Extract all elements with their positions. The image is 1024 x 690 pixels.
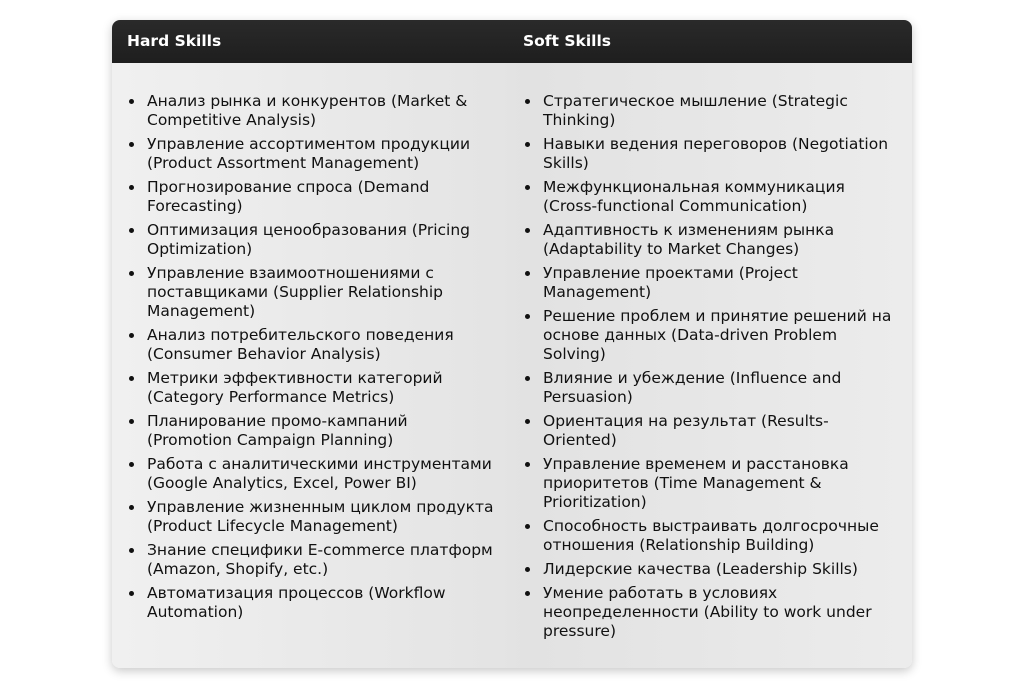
soft-skill-text: Решение проблем и принятие решений на основе данных (Data-driven Problem Solving) bbox=[543, 307, 892, 363]
hard-skill-text: Планирование промо-кампаний (Promotion Campaign Planning) bbox=[147, 412, 408, 449]
list-item bbox=[508, 135, 912, 173]
hard-skill-text: Автоматизация процессов (Workflow Automation) bbox=[147, 584, 446, 621]
list-item bbox=[508, 584, 912, 641]
list-item bbox=[112, 92, 508, 130]
list-item bbox=[112, 135, 508, 173]
list-item bbox=[508, 307, 912, 364]
table-header bbox=[112, 20, 912, 63]
hard-skill-text: Прогнозирование спроса (Demand Forecasting) bbox=[147, 178, 430, 215]
list-item bbox=[112, 584, 508, 622]
header-soft-skills: Soft Skills bbox=[523, 32, 611, 50]
hard-skills-list bbox=[112, 92, 508, 627]
soft-skills-list bbox=[508, 92, 912, 646]
list-item bbox=[508, 264, 912, 302]
hard-skill-text: Анализ рынка и конкурентов (Market & Competitive Analysis) bbox=[147, 92, 468, 129]
soft-skill-text: Управление временем и расстановка приоритетов (Time Management & Prioritization) bbox=[543, 455, 849, 511]
list-item bbox=[508, 517, 912, 555]
list-item bbox=[508, 92, 912, 130]
list-item bbox=[508, 560, 912, 579]
list-item bbox=[508, 455, 912, 512]
list-item bbox=[112, 326, 508, 364]
soft-skill-text: Влияние и убеждение (Influence and Persuasion) bbox=[543, 369, 842, 406]
hard-skill-text: Анализ потребительского поведения (Consumer Behavior Analysis) bbox=[147, 326, 454, 363]
hard-skill-text: Управление жизненным циклом продукта (Product Lifecycle Management) bbox=[147, 498, 494, 535]
list-item bbox=[112, 264, 508, 321]
list-item bbox=[112, 455, 508, 493]
list-item bbox=[508, 221, 912, 259]
hard-skill-text: Управление ассортиментом продукции (Product Assortment Management) bbox=[147, 135, 471, 172]
list-item bbox=[508, 369, 912, 407]
soft-skill-text: Способность выстраивать долгосрочные отношения (Relationship Building) bbox=[543, 517, 879, 554]
list-item bbox=[508, 178, 912, 216]
skills-table bbox=[112, 20, 912, 668]
hard-skill-text: Знание специфики E-commerce платформ (Amazon, Shopify, etc.) bbox=[147, 541, 493, 578]
soft-skill-text: Стратегическое мышление (Strategic Thinking) bbox=[543, 92, 848, 129]
list-item bbox=[112, 412, 508, 450]
list-item bbox=[112, 541, 508, 579]
soft-skill-text: Межфункциональная коммуникация (Cross-functional Communication) bbox=[543, 178, 845, 215]
hard-skill-text: Работа с аналитическими инструментами (Google Analytics, Excel, Power BI) bbox=[147, 455, 492, 492]
soft-skill-text: Адаптивность к изменениям рынка (Adaptability to Market Changes) bbox=[543, 221, 835, 258]
list-item bbox=[508, 412, 912, 450]
soft-skill-text: Управление проектами (Project Management) bbox=[543, 264, 798, 301]
list-item bbox=[112, 369, 508, 407]
header-hard-skills: Hard Skills bbox=[127, 32, 222, 50]
list-item bbox=[112, 221, 508, 259]
soft-skill-text: Лидерские качества (Leadership Skills) bbox=[543, 560, 858, 578]
hard-skill-text: Оптимизация ценообразования (Pricing Optimization) bbox=[147, 221, 471, 258]
soft-skill-text: Навыки ведения переговоров (Negotiation Skills) bbox=[543, 135, 889, 172]
soft-skill-text: Ориентация на результат (Results-Oriented) bbox=[543, 412, 829, 449]
list-item bbox=[112, 178, 508, 216]
hard-skill-text: Управление взаимоотношениями с поставщиками (Supplier Relationship Management) bbox=[147, 264, 444, 320]
list-item bbox=[112, 498, 508, 536]
hard-skill-text: Метрики эффективности категорий (Category Performance Metrics) bbox=[147, 369, 443, 406]
soft-skill-text: Умение работать в условиях неопределенности (Ability to work under pressure) bbox=[543, 584, 872, 640]
